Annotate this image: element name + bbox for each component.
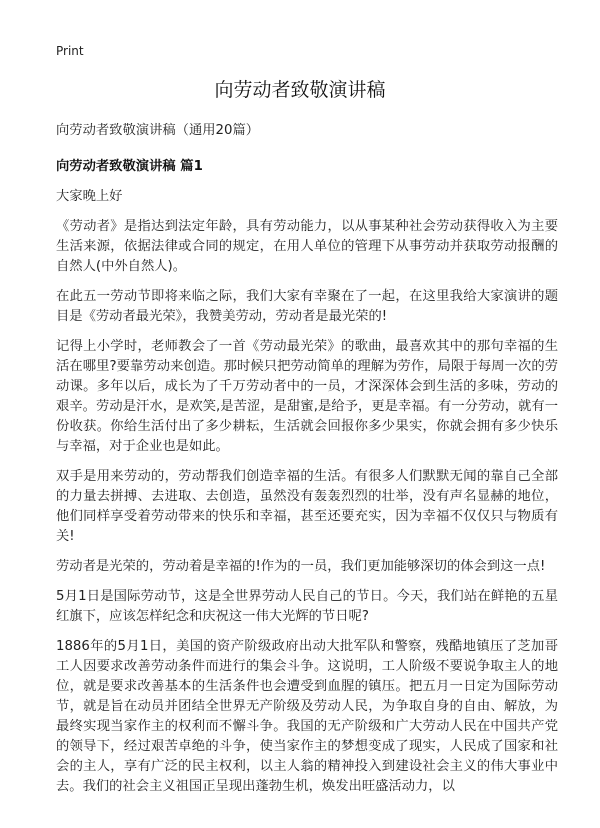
paragraph: 在此五一劳动节即将来临之际，我们大家有幸聚在了一起，在这里我给大家演讲的题目是《劳动者最光荣》，我赞美劳动，劳动者是最光荣的! <box>56 289 558 324</box>
paragraph: 《劳动者》是指达到法定年龄，具有劳动能力，以从事某种社会劳动获得收入为主要生活来源，依据法律或合同的规定，在用人单位的管理下从事劳动并获取劳动报酬的自然人(中外自然人)。 <box>56 219 558 274</box>
paragraph: 1886年的5月1日，美国的资产阶级政府出动大批军队和警察，残酷地镇压了芝加哥工人因要求改善劳动条件而进行的集会斗争。这说明，工人阶级不要说争取主人的地位，就是要求改善基本的生活条件也会遭受到血腥的镇压。把五月一日定为国际劳动节，就是旨在动员并团结全世界无产阶级及劳动人民，为争取自身的自由、解放，为最终实现当家作主的权利而不懈斗争。我国的无产阶级和广大劳动人民在中国共产党的领导下，经过艰苦卓绝的斗争，使当家作主的梦想变成了现实，人民成了国家和社会的主人，享有广泛的民主权利，以主人翁的精神投入到建设社会主义的伟大事业中去。我们的社会主义祖国正呈现出蓬勃生机，焕发出旺盛活动力，以 <box>56 639 558 794</box>
document-body <box>56 121 558 807</box>
paragraph: 双手是用来劳动的，劳动帮我们创造幸福的生活。有很多人们默默无闻的靠自己全部的力量去拼搏、去进取、去创造，虽然没有轰轰烈烈的壮举，没有声名显赫的地位，他们同样享受着劳动带来的快乐和幸福，甚至还要充实，因为幸福不仅仅只与物质有关! <box>56 469 558 544</box>
greeting: 大家晚上好 <box>56 189 123 204</box>
section-heading: 向劳动者致敬演讲稿 篇1 <box>56 159 203 174</box>
page-title: 向劳动者致敬演讲稿 <box>214 79 386 101</box>
paragraph: 5月1日是国际劳动节，这是全世界劳动人民自己的节日。今天，我们站在鲜艳的五星红旗下，应该怎样纪念和庆祝这一伟大光辉的节日呢? <box>56 589 558 624</box>
document-subtitle: 向劳动者致敬演讲稿（通用20篇） <box>56 123 260 138</box>
paragraph: 劳动者是光荣的，劳动着是幸福的!作为的一员，我们更加能够深切的体会到这一点! <box>56 559 546 574</box>
print-link[interactable]: Print <box>56 44 84 58</box>
paragraph: 记得上小学时，老师教会了一首《劳动最光荣》的歌曲，最喜欢其中的那句幸福的生活在哪里?要靠劳动来创造。那时候只把劳动简单的理解为劳作，局限于每周一次的劳动课。多年以后，成长为了千万劳动者中的一员，才深深体会到生活的多味，劳动的艰辛。劳动是汗水，是欢笑,是苦涩，是甜蜜,是给予，更是幸福。有一分劳动，就有一份收获。你给生活付出了多少耕耘，生活就会回报你多少果实，你就会拥有多少快乐与幸福，对于企业也是如此。 <box>56 339 558 454</box>
